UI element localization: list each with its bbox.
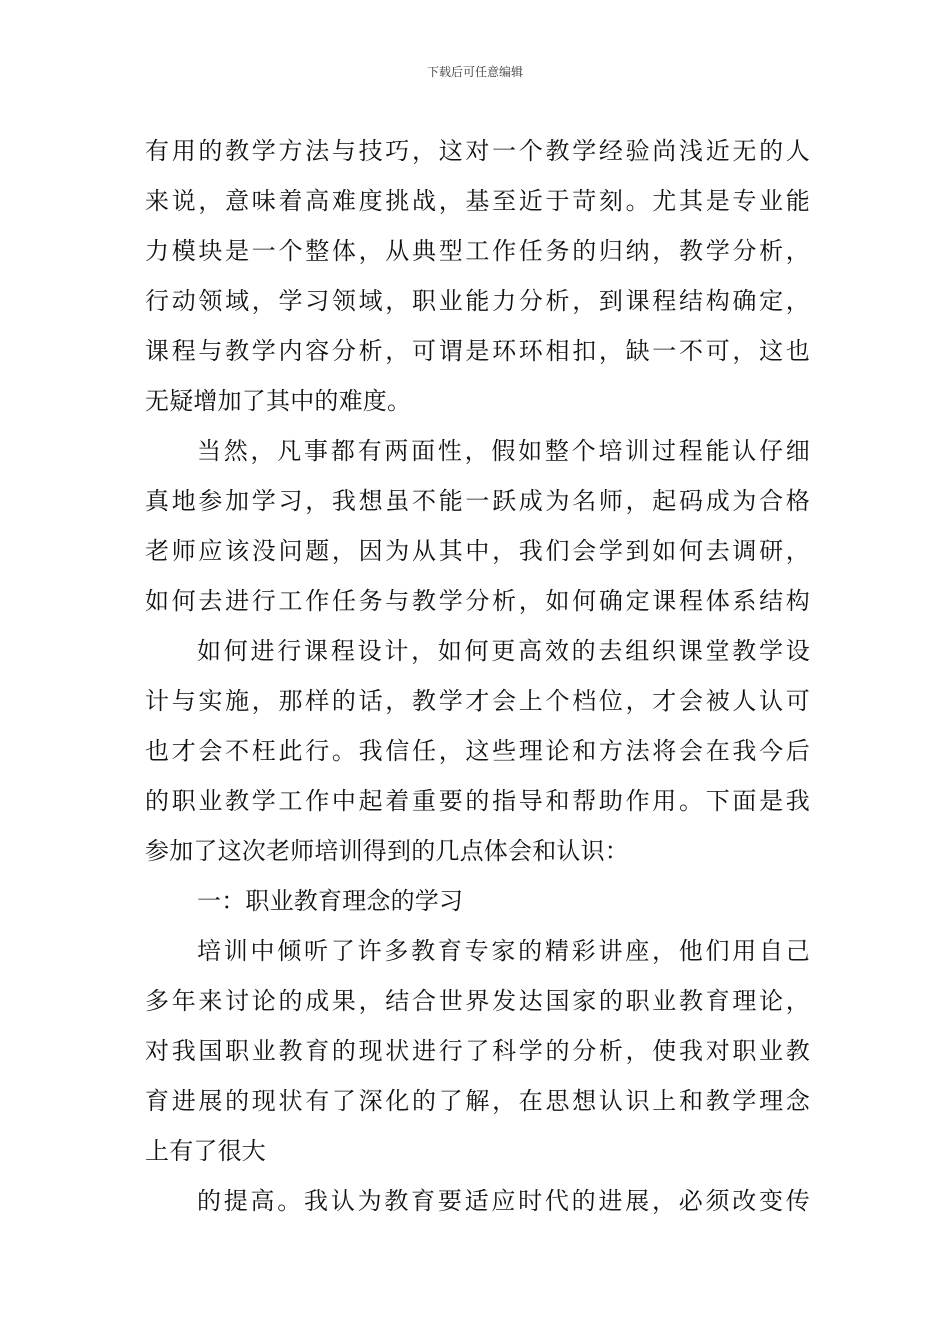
document-body: [145, 126, 810, 1226]
text-line: 育进展的现状有了深化的了解，在思想认识上和教学理念: [145, 1087, 810, 1115]
text-line: 课程与教学内容分析，可谓是环环相扣，缺一不可，这也: [145, 337, 810, 365]
text-line: 多年来讨论的成果，结合世界发达国家的职业教育理论，: [145, 987, 810, 1015]
paragraph-first-line: 当然，凡事都有两面性，假如整个培训过程能认仔细: [197, 437, 810, 465]
text-line: 真地参加学习，我想虽不能一跃成为名师，起码成为合格: [145, 487, 810, 515]
text-line: 老师应该没问题，因为从其中，我们会学到如何去调研，: [145, 537, 810, 565]
paragraph-first-line: 的提高。我认为教育要适应时代的进展，必须改变传: [197, 1187, 810, 1215]
text-line: 对我国职业教育的现状进行了科学的分析，使我对职业教: [145, 1037, 810, 1065]
text-line: 力模块是一个整体，从典型工作任务的归纳，教学分析，: [145, 237, 810, 265]
text-line: 参加了这次老师培训得到的几点体会和认识：: [145, 837, 629, 865]
text-line: 上有了很大: [145, 1137, 266, 1165]
text-line: 计与实施，那样的话，教学才会上个档位，才会被人认可: [145, 687, 810, 715]
text-line: 的职业教学工作中起着重要的指导和帮助作用。下面是我: [145, 787, 810, 815]
paragraph-first-line: 如何进行课程设计，如何更高效的去组织课堂教学设: [197, 637, 810, 665]
paragraph-first-line: 培训中倾听了许多教育专家的精彩讲座，他们用自己: [197, 937, 810, 965]
text-line: 无疑增加了其中的难度。: [145, 387, 412, 415]
text-line: 如何去进行工作任务与教学分析，如何确定课程体系结构: [145, 587, 810, 615]
text-line: 也才会不枉此行。我信任，这些理论和方法将会在我今后: [145, 737, 810, 765]
page-header: 下载后可任意编辑: [426, 65, 523, 79]
text-line: 来说，意味着高难度挑战，基至近于苛刻。尤其是专业能: [145, 187, 810, 215]
section-heading: 一：职业教育理念的学习: [197, 887, 464, 915]
text-line: 有用的教学方法与技巧，这对一个教学经验尚浅近无的人: [145, 137, 810, 165]
text-line: 行动领域，学习领域，职业能力分析，到课程结构确定，: [145, 287, 810, 315]
